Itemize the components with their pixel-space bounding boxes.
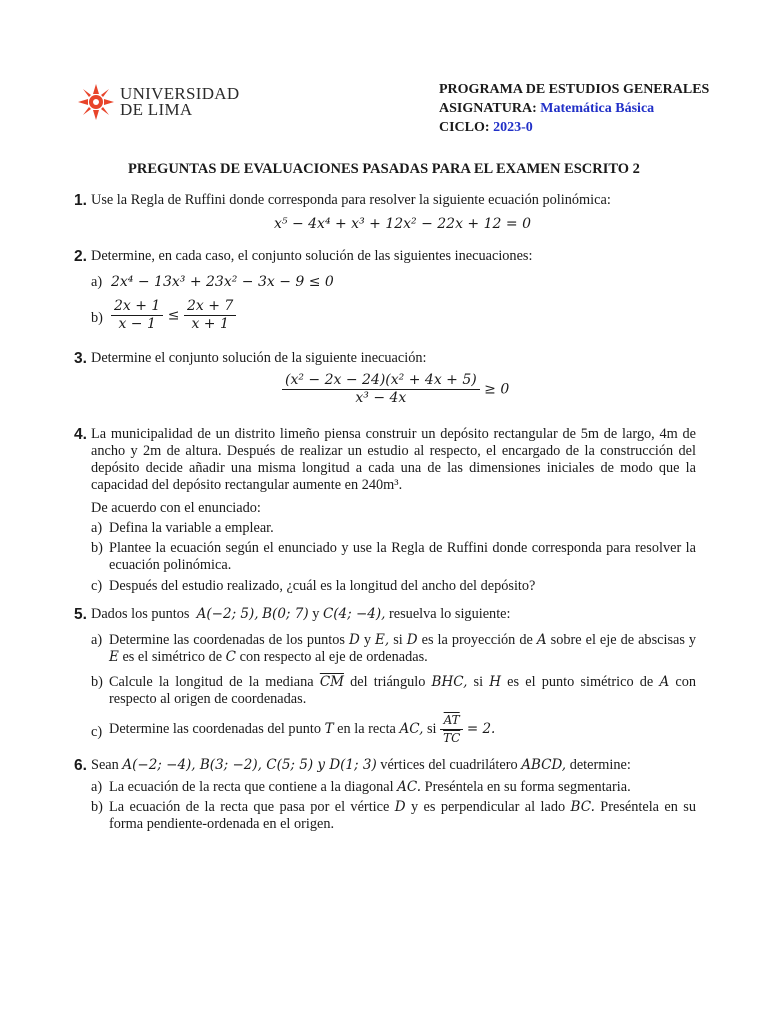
question-2 bbox=[74, 248, 696, 343]
equation: x⁵ − 4x⁴ + x³ + 12x² − 22x + 12 = 0 bbox=[274, 216, 531, 232]
question-3 bbox=[74, 350, 696, 418]
question-number: 2. bbox=[74, 248, 87, 265]
question-number: 1. bbox=[74, 192, 87, 209]
item-a: a) 2x⁴ − 13x³ + 23x² − 3x − 9 ≤ 0 bbox=[91, 274, 334, 290]
program-name: PROGRAMA DE ESTUDIOS GENERALES bbox=[439, 82, 710, 97]
question-number: 3. bbox=[74, 350, 87, 367]
inequality-a: 2x⁴ − 13x³ + 23x² − 3x − 9 ≤ 0 bbox=[111, 274, 334, 290]
question-text: Dados los puntos A(−2; 5), B(0; 7) y C(4; −4), resuelva lo siguiente: bbox=[91, 606, 511, 622]
inequality-b: $\frac{2x + 1}{x - 1}$ ≤ $\frac{2x + 7}{x + 1}$ bbox=[111, 298, 236, 333]
logo-line2: DE LIMA bbox=[120, 100, 193, 119]
page-title: PREGUNTAS DE EVALUACIONES PASADAS PARA EL EXAMEN ESCRITO 2 bbox=[128, 161, 640, 177]
item-b: b) $\frac{2x + 1}{x - 1}$ ≤ $\frac{2x + 7}{x + 1}$ bbox=[91, 298, 696, 338]
question-6: 6. Sean A(−2; −4), B(3; −2), C(5; 5) y D(1; 3) vértices del cuadrilátero ABCD, determine: a) La ecuación de la recta que contiene a la diagonal AC. Preséntela en su forma segmentaria. b) La ecuación de la recta que pasa por el vértice D y es perpendicular al lado BC. Preséntela en su forma pendiente-ordenada en el origen. bbox=[74, 757, 697, 832]
item-c: c) Determine las coordenadas del punto T en la recta AC, si $\frac{\overline{AT}}{TC}$ = 2. bbox=[91, 713, 496, 745]
question-text: Sean A(−2; −4), B(3; −2), C(5; 5) y D(1; 3) vértices del cuadrilátero ABCD, determine: bbox=[91, 757, 631, 773]
cycle-value: 2023-0 bbox=[493, 120, 533, 135]
question-text: Determine el conjunto solución de la siguiente inecuación: bbox=[91, 350, 427, 366]
question-number: 5. bbox=[74, 606, 87, 623]
question-5: 5. Dados los puntos A(−2; 5), B(0; 7) y C(4; −4), resuelva lo siguiente: a) Determine las coordenadas de los puntos D y E, si D es la proyección de A sobre el eje de abscisas y E es el simétrico de C con respecto al eje de ordenadas. b) Calcule la longitud de la mediana $\overline{CM}$ del triángulo BHC, si H es el punto simétrico de A con respecto al origen de coordenadas. c) Determine las coordenadas del punto T en la recta AC, si $\frac{\overline{AT}}{TC}$ = 2. bbox=[74, 606, 696, 751]
question-number: 6. bbox=[74, 757, 87, 774]
question-number: 4. bbox=[74, 426, 87, 443]
question-text: La municipalidad de un distrito limeño piensa construir un depósito rectangular de 5m de largo, 4m de ancho y 2m de altura. Después de realizar un estudio al respecto, el encargado de la construcción del depósito decide añadir una misma longitud a cada una de las dimensiones iniciales de modo que la capacidad del depósito rectangular aumente en 240m³. bbox=[91, 426, 696, 493]
logo-text bbox=[120, 86, 239, 118]
logo-line1: UNIVERSIDAD bbox=[120, 84, 240, 103]
header-block bbox=[439, 80, 709, 137]
question-text: Use la Regla de Ruffini donde corresponda para resolver la siguiente ecuación polinómica: bbox=[91, 192, 611, 208]
lead-text: De acuerdo con el enunciado: bbox=[91, 500, 261, 516]
question-4: 4. La municipalidad de un distrito limeño piensa construir un depósito rectangular de 5m de largo, 4m de ancho y 2m de altura. Después de realizar un estudio al respecto, el encargado de la construcción del depósito decide añadir una misma longitud a cada una de las dimensiones iniciales de modo que la capacidad del depósito rectangular aumente en 240m³. De acuerdo con el enunciado: a) Defina la variable a emplear. b) Plantee la ecuación según el enunciado y use la Regla de Ruffini donde corresponda para resolver la ecuación polinómica. c) Después del estudio realizado, ¿cuál es la longitud del ancho del depósito? bbox=[74, 426, 696, 594]
cycle-line: CICLO: 2023-0 bbox=[439, 120, 533, 135]
university-logo bbox=[78, 84, 239, 120]
sun-logo-icon bbox=[78, 84, 114, 120]
question-text: Determine, en cada caso, el conjunto solución de las siguientes inecuaciones: bbox=[91, 248, 533, 264]
rational-inequality: $\frac{\text{(x² − 2x − 24)(x² + 4x + 5)}}{\text{x³ − 4x}}$ ≥ 0 bbox=[282, 372, 509, 407]
question-1 bbox=[74, 192, 696, 242]
subject-line: ASIGNATURA: Matemática Básica bbox=[439, 101, 655, 116]
subject-value: Matemática Básica bbox=[540, 101, 655, 116]
